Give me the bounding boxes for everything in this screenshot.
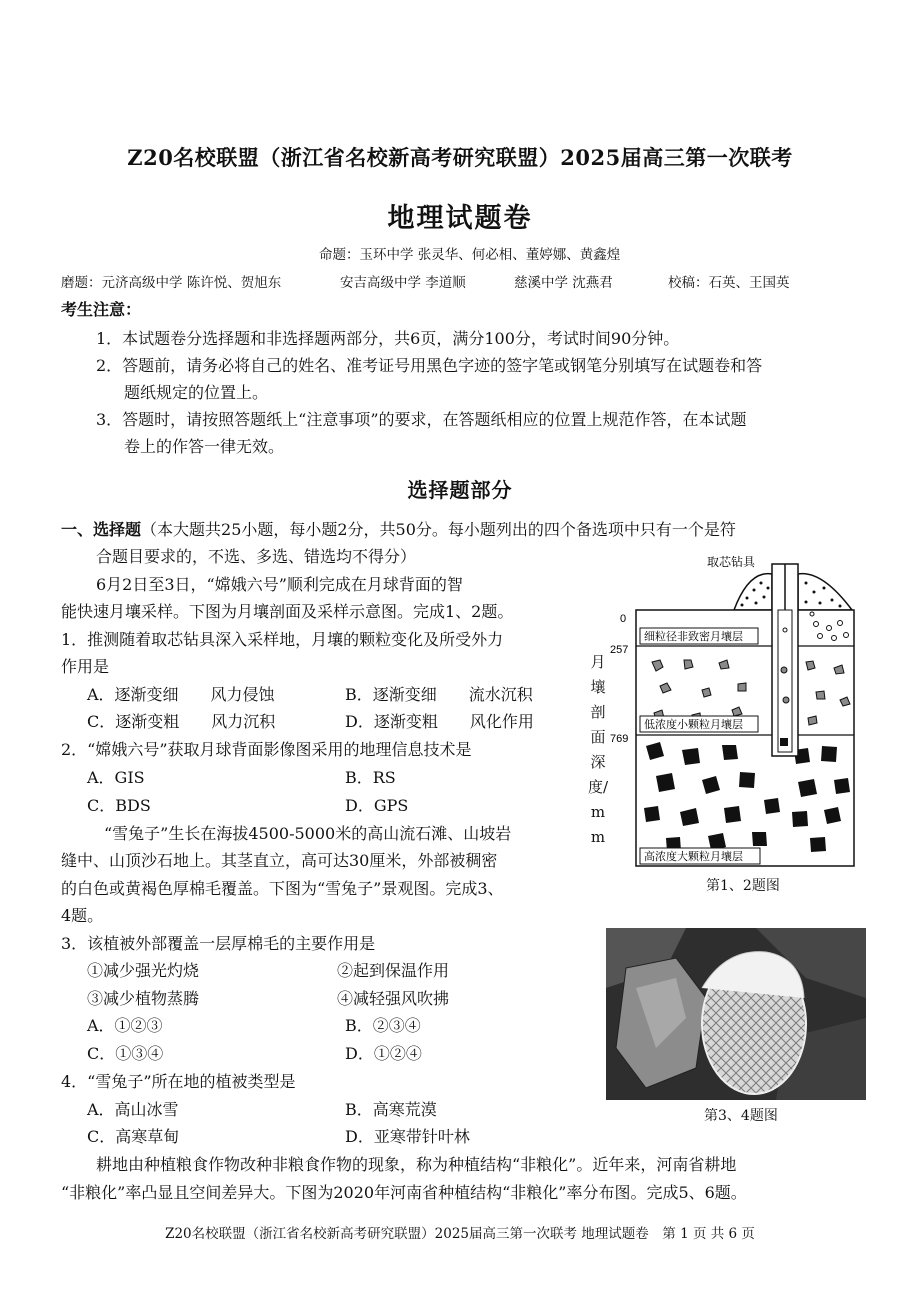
q4-option-a: A．高山冰雪 [87,1100,179,1119]
q4-stem: 4．“雪兔子”所在地的植被类型是 [61,1072,296,1091]
drill-core [778,610,792,752]
notice-item-3b: 卷上的作答一律无效。 [124,437,285,456]
passage3-line1: 耕地由种植粮食作物改种非粮食作物的现象，称为种植结构“非粮化”。近年来，河南省耕地 [96,1155,737,1174]
q1-stem-a: 1．推测随着取芯钻具深入采样地，月壤的颗粒变化及所受外力 [61,630,504,649]
q3-statement-2: ②起到保温作用 [337,961,450,980]
passage2-line4: 4题。 [61,906,104,925]
reviewers-1: 磨题：元济高级中学 陈许悦、贺旭东 [61,275,282,291]
depth-axis-label: 月壤剖面深度/mm [588,653,609,846]
notice-heading: 考生注意： [61,300,142,319]
part1-lead-text: （本大题共25小题，每小题2分，共50分。每小题列出的四个备选项中只有一个是符 [141,520,736,539]
notice-item-2a: 2．答题前，请务必将自己的姓名、准考证号用黑色字迹的签字笔或钢笔分别填写在试题卷和答 [96,356,763,375]
passage3-line2: “非粮化”率凸显且空间差异大。下图为2020年河南省种植结构“非粮化”率分布图。完成5、6题。 [61,1183,747,1202]
right-mound [798,574,852,610]
passage1-line1: 6月2日至3日，“嫦娥六号”顺利完成在月球背面的智 [96,575,463,594]
paper-subtitle: 地理试题卷 [387,203,533,234]
layer1-label: 细粒径非致密月壤层 [644,631,743,643]
q3-option-d: D．①②④ [345,1044,422,1063]
q3-statement-4: ④减轻强风吹拂 [337,989,450,1008]
reviewers-2: 安吉高级中学 李道顺 [340,275,466,291]
q2-option-b: B．RS [345,768,396,787]
tick-769: 769 [610,733,629,745]
lunar-soil-figure [584,550,874,870]
part1-lead-b: 合题目要求的，不选、多选、错选均不得分） [96,547,417,566]
q1-stem-b: 作用是 [61,657,110,676]
q3-stem: 3．该植被外部覆盖一层厚棉毛的主要作用是 [61,934,376,953]
figure1-caption: 第1、2题图 [706,878,780,894]
part1-label: 一、选择题 [61,520,142,539]
q4-option-c: C．高寒草甸 [87,1127,180,1146]
left-mound [734,574,772,610]
q3-option-b: B．②③④ [345,1016,421,1035]
q2-stem: 2．“嫦娥六号”获取月球背面影像图采用的地理信息技术是 [61,740,472,759]
q3-statement-1: ①减少强光灼烧 [87,961,200,980]
notice-item-2b: 题纸规定的位置上。 [124,383,269,402]
exam-title: Z20名校联盟（浙江省名校新高考研究联盟）2025届高三第一次联考 [127,145,793,170]
q1-option-b: B．逐渐变细 流水沉积 [345,685,533,704]
drill-label: 取芯钻具 [707,555,756,569]
passage2-line2: 缝中、山顶沙石地上。其茎直立，高可达30厘米，外部被稠密 [61,851,498,870]
authors-line: 命题：玉环中学 张灵华、何必相、董婷娜、黄鑫煌 [319,247,621,263]
passage2-line1: “雪兔子”生长在海拔4500-5000米的高山流石滩、山坡岩 [104,824,512,843]
q2-option-a: A．GIS [87,768,145,787]
page-footer: Z20名校联盟（浙江省名校新高考研究联盟）2025届高三第一次联考 地理试题卷 第 1 页 共 6 页 [165,1226,755,1242]
q1-option-a: A．逐渐变细 风力侵蚀 [87,685,275,704]
profile-box [636,610,854,866]
q4-option-d: D．亚寒带针叶林 [345,1127,470,1146]
snow-rabbit-image [606,928,866,1100]
part1-lead-a [61,517,736,540]
q3-option-a: A．①②③ [87,1016,163,1035]
q1-option-d: D．逐渐变粗 风化作用 [345,712,534,731]
figure2-caption: 第3、4题图 [704,1108,778,1124]
notice-item-1: 1．本试题卷分选择题和非选择题两部分，共6页，满分100分，考试时间90分钟。 [96,329,680,348]
passage1-line2: 能快速月壤采样。下图为月壤剖面及采样示意图。完成1、2题。 [61,602,514,621]
tick-257: 257 [610,644,629,656]
q3-option-c: C．①③④ [87,1044,164,1063]
layer3-label: 高浓度大颗粒月壤层 [644,851,743,863]
layer2-label: 低浓度小颗粒月壤层 [644,719,743,731]
proofread-line: 校稿：石英、王国英 [668,275,790,291]
q2-option-c: C．BDS [87,796,151,815]
tick-0: 0 [620,613,627,625]
notice-item-3a: 3．答题时，请按照答题纸上“注意事项”的要求，在答题纸相应的位置上规范作答，在本试题 [96,410,747,429]
lunar-soil-diagram [584,550,874,870]
q1-option-c: C．逐渐变粗 风力沉积 [87,712,276,731]
section-title: 选择题部分 [407,478,513,502]
snow-rabbit-photo [606,928,866,1100]
reviewers-3: 慈溪中学 沈燕君 [514,275,613,291]
passage2-line3: 的白色或黄褐色厚棉毛覆盖。下图为“雪兔子”景观图。完成3、 [61,879,504,898]
q2-option-d: D．GPS [345,796,409,815]
q4-option-b: B．高寒荒漠 [345,1100,437,1119]
q3-statement-3: ③减少植物蒸腾 [87,989,200,1008]
